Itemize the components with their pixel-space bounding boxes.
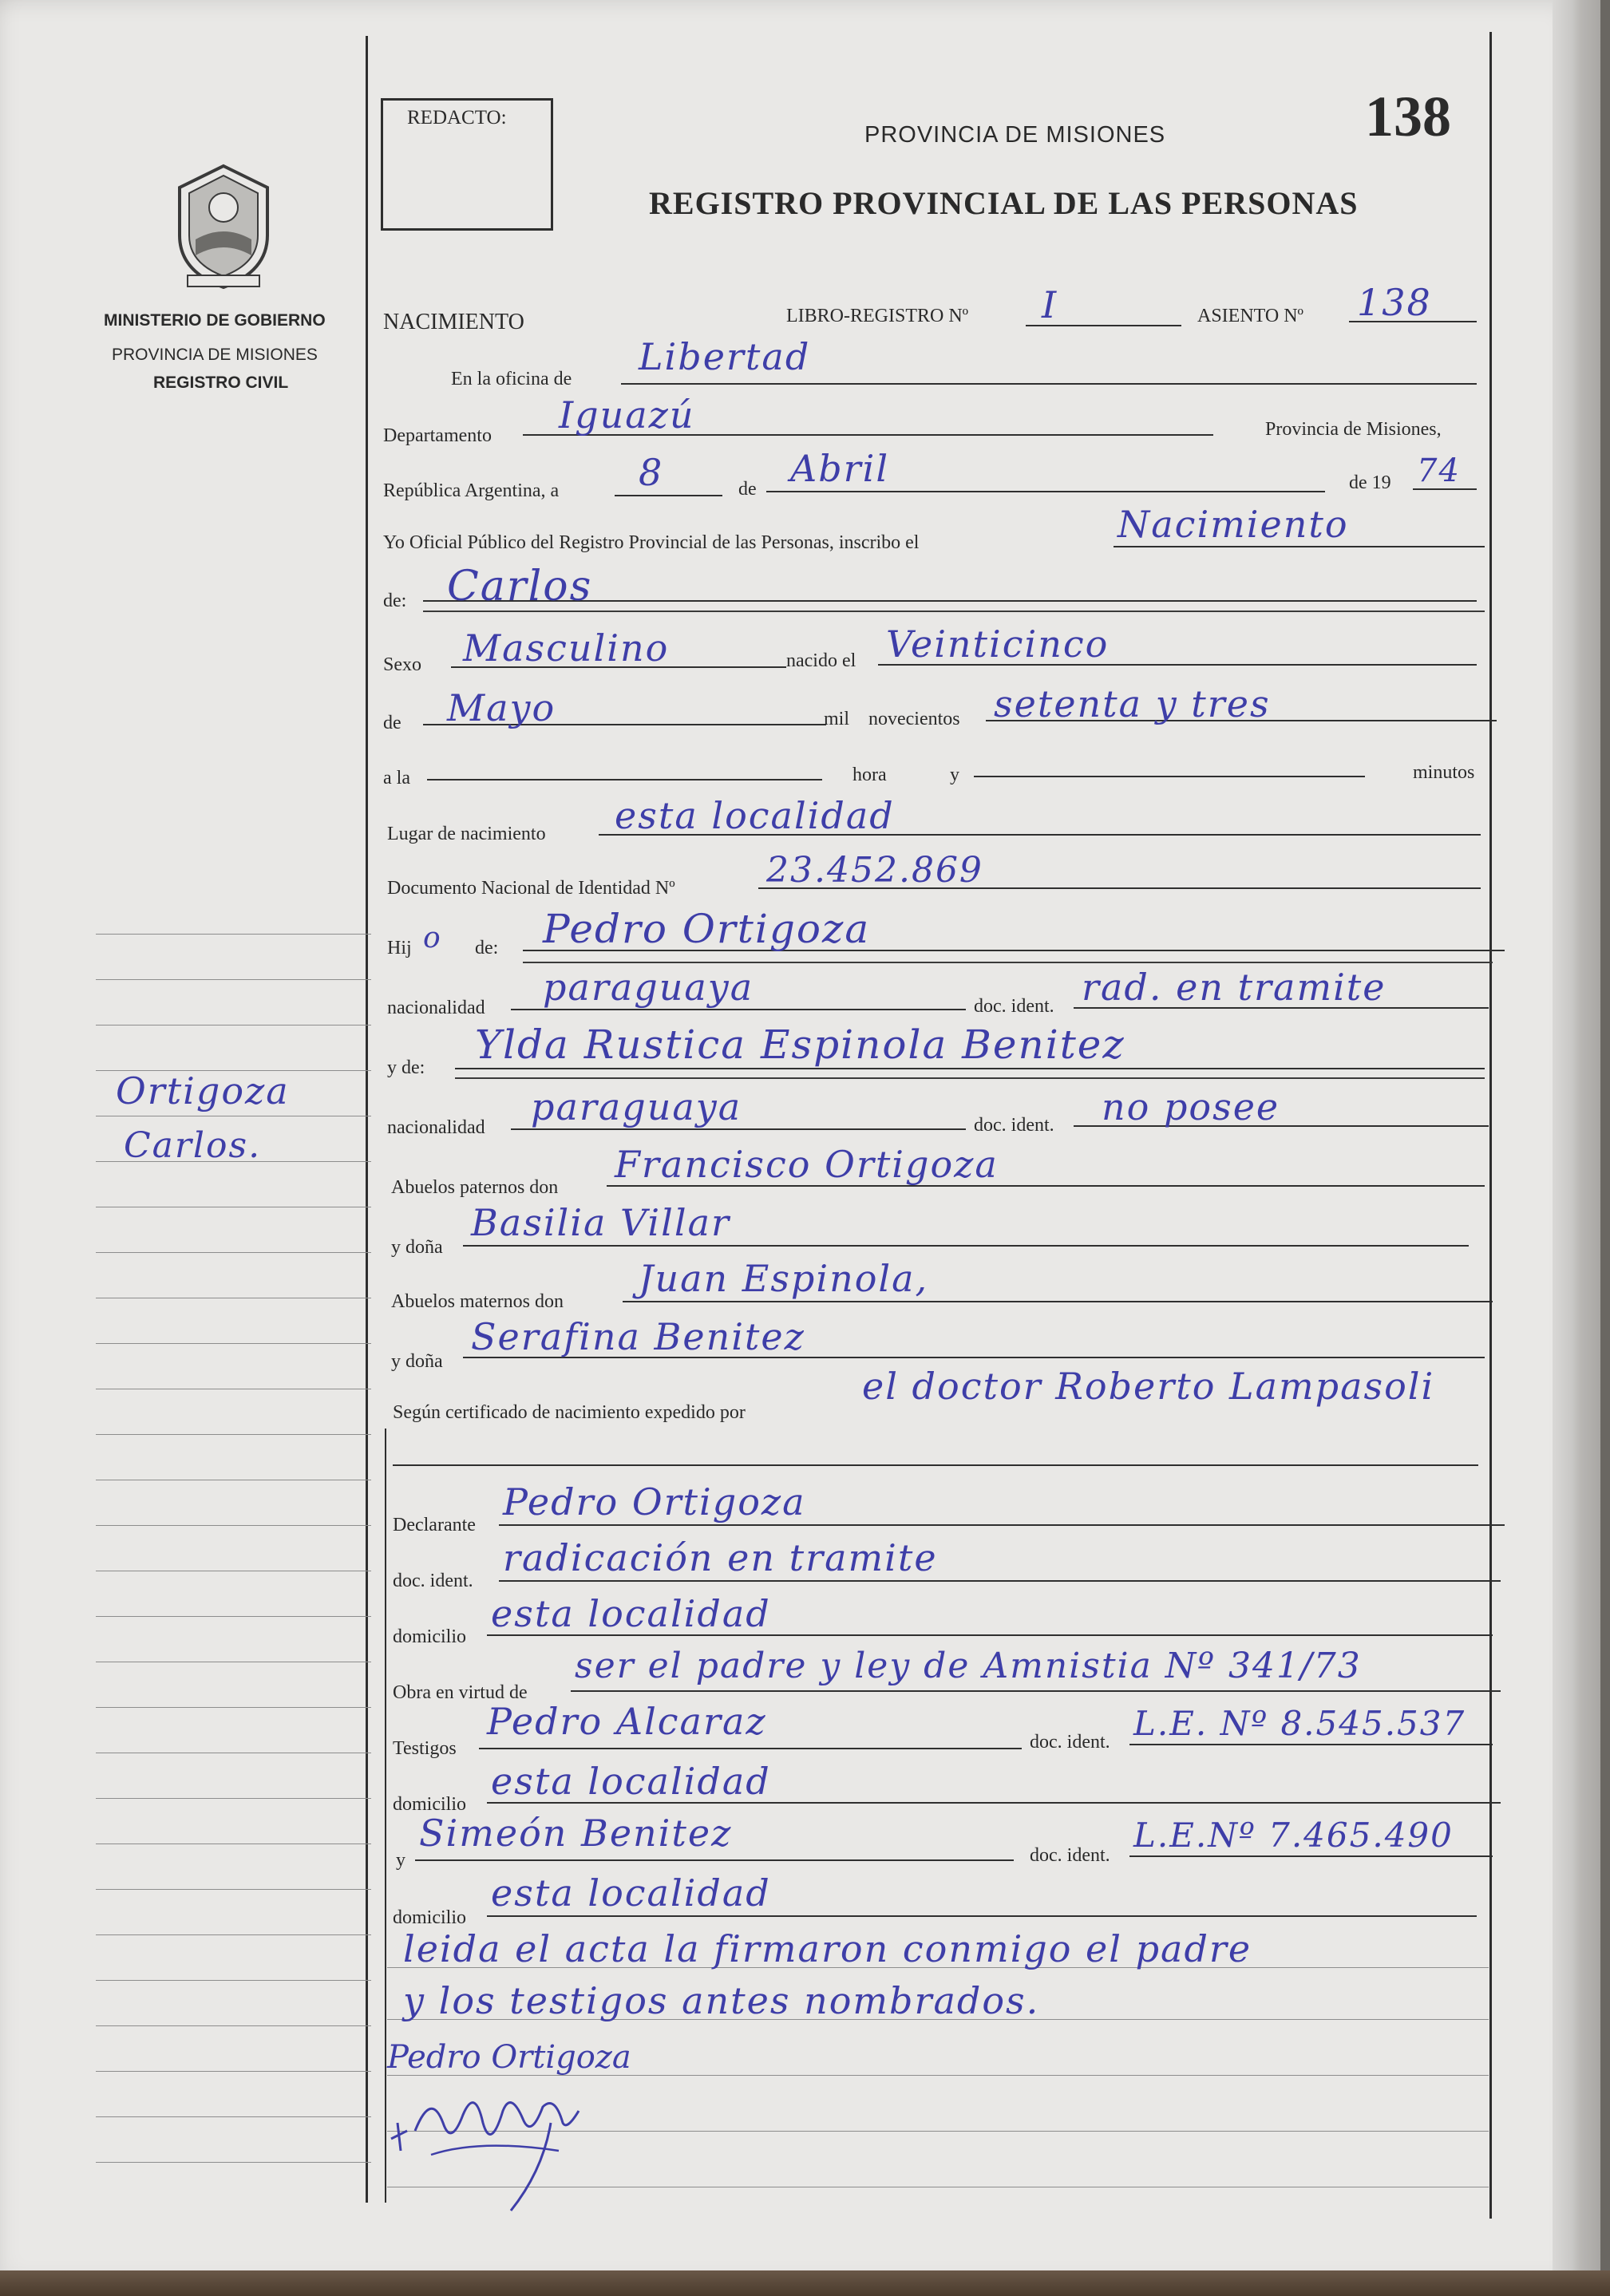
oficina-line — [621, 383, 1477, 385]
hijo-label: Hij — [387, 938, 412, 958]
inscribo-line — [1114, 546, 1485, 547]
departamento-label: Departamento — [383, 425, 492, 446]
obra-line — [571, 1690, 1501, 1692]
de-anio-label: de 19 — [1349, 472, 1391, 493]
abuelo-materno-value: Juan Espinola, — [639, 1257, 929, 1300]
testigo1-doc-label: doc. ident. — [1030, 1732, 1110, 1753]
margin-rule — [96, 2162, 371, 2163]
ministry-line2: PROVINCIA DE MISIONES — [112, 346, 318, 364]
y-hora-label: y — [950, 765, 959, 785]
redacto-box — [381, 98, 553, 231]
margin-note-name: Carlos. — [124, 1125, 262, 1166]
oficina-value: Libertad — [639, 335, 811, 378]
lugar-value: esta localidad — [615, 794, 895, 837]
asiento-value: 138 — [1357, 281, 1432, 324]
margin-rule — [96, 1343, 371, 1344]
nombre-line-double — [423, 611, 1485, 612]
margin-rule — [96, 1525, 371, 1526]
obra-label: Obra en virtud de — [393, 1682, 528, 1703]
testigos-label: Testigos — [393, 1738, 457, 1759]
abuelos-maternos-label: Abuelos maternos don — [391, 1291, 564, 1312]
segun-label: Según certificado de nacimiento expedido por — [393, 1402, 746, 1423]
padre-value: Pedro Ortigoza — [543, 906, 871, 952]
page-number: 138 — [1365, 85, 1451, 148]
padre-doc-label: doc. ident. — [974, 996, 1054, 1017]
madre-doc-value: no posee — [1102, 1085, 1280, 1128]
sexo-label: Sexo — [383, 654, 421, 675]
margin-note-surname: Ortigoza — [116, 1069, 290, 1112]
hora-label: hora — [852, 765, 887, 785]
madre-label: y de: — [387, 1057, 425, 1078]
official-signature-icon — [383, 2075, 655, 2223]
testigo2-domicilio-value: esta localidad — [491, 1871, 771, 1915]
hijo-suffix-value: o — [423, 922, 442, 954]
margin-rule — [96, 1434, 371, 1435]
right-margin-rule — [1489, 32, 1492, 2219]
mil-label: mil — [824, 709, 850, 729]
madre-doc-label: doc. ident. — [974, 1115, 1054, 1136]
madre-nacionalidad-value: paraguaya — [531, 1085, 742, 1128]
dni-value: 23.452.869 — [766, 850, 983, 891]
declarante-domicilio-value: esta localidad — [491, 1592, 771, 1635]
testigo1-domicilio-value: esta localidad — [491, 1760, 771, 1803]
padre-line-double — [523, 962, 1493, 963]
margin-rule — [96, 1707, 371, 1708]
ministry-line1: MINISTERIO DE GOBIERNO — [104, 311, 326, 330]
abuela-paterna-value: Basilia Villar — [471, 1201, 730, 1244]
margin-rule — [96, 1798, 371, 1799]
mes-value: Abril — [790, 447, 890, 490]
nacido-label: nacido el — [786, 650, 856, 671]
testigo2-value: Simeón Benitez — [419, 1812, 733, 1855]
testigo2-domicilio-line — [487, 1915, 1477, 1917]
closing-line1: leida el acta la firmaron conmigo el padre — [403, 1927, 1252, 1970]
madre-nacionalidad-label: nacionalidad — [387, 1117, 485, 1138]
lugar-label: Lugar de nacimiento — [387, 824, 546, 844]
madre-line — [455, 1068, 1485, 1069]
documento-label: Documento Nacional de Identidad Nº — [387, 878, 675, 899]
signature-declarante: Pedro Ortigoza — [387, 2039, 631, 2076]
province-heading: PROVINCIA DE MISIONES — [864, 122, 1166, 148]
padre-doc-value: rad. en tramite — [1082, 966, 1386, 1009]
obra-value: ser el padre y ley de Amnistia Nº 341/73 — [575, 1646, 1362, 1686]
a-la-label: a la — [383, 768, 410, 788]
minutos-line — [974, 776, 1365, 777]
anio-value: 74 — [1417, 452, 1461, 489]
table-surface — [0, 2270, 1610, 2296]
margin-rule — [96, 1252, 371, 1253]
margin-rule — [96, 1616, 371, 1617]
de-mayo-label: de — [383, 713, 402, 733]
abuela-materna-label: y doña — [391, 1351, 443, 1372]
oficina-label: En la oficina de — [451, 369, 572, 389]
page-edge — [1553, 0, 1600, 2296]
padre-nacionalidad-value: paraguaya — [543, 966, 754, 1009]
margin-rule — [96, 2116, 371, 2117]
testigo2-doc-line — [1129, 1855, 1493, 1857]
declarante-line — [499, 1524, 1505, 1526]
registry-title: REGISTRO PROVINCIAL DE LAS PERSONAS — [649, 185, 1359, 221]
padre-nacionalidad-line — [511, 1009, 966, 1010]
margin-rule — [96, 934, 371, 935]
testigo1-doc-line — [1129, 1744, 1493, 1745]
dia-value: 8 — [639, 451, 664, 494]
minutos-label: minutos — [1413, 762, 1475, 783]
nacimiento-label: NACIMIENTO — [383, 310, 524, 334]
margin-rule — [96, 1889, 371, 1890]
sexo-value: Masculino — [463, 626, 670, 670]
abuela-paterna-line — [463, 1245, 1469, 1247]
departamento-value: Iguazú — [559, 393, 695, 437]
madre-value: Ylda Rustica Espinola Benitez — [475, 1022, 1125, 1068]
abuela-materna-value: Serafina Benitez — [471, 1315, 805, 1358]
certificado-value: el doctor Roberto Lampasoli — [862, 1365, 1435, 1408]
left-margin-rule — [366, 36, 368, 2203]
declarante-doc-value: radicación en tramite — [503, 1536, 938, 1579]
mes-line — [766, 491, 1325, 492]
abuelo-materno-line — [623, 1301, 1493, 1302]
de-mes-label: de — [738, 479, 757, 500]
libro-value: I — [1042, 283, 1058, 326]
nombre-de-label: de: — [383, 591, 407, 611]
declarante-value: Pedro Ortigoza — [503, 1480, 806, 1523]
testigo2-domicilio-label: domicilio — [393, 1907, 466, 1928]
madre-nacionalidad-line — [511, 1128, 966, 1130]
misiones-emblem-icon — [164, 160, 283, 299]
testigo1-domicilio-label: domicilio — [393, 1794, 466, 1815]
provincia-label: Provincia de Misiones, — [1265, 419, 1442, 440]
novecientos-value: setenta y tres — [994, 682, 1271, 725]
declarante-doc-line — [499, 1580, 1501, 1582]
novecientos-label: novecientos — [868, 709, 960, 729]
ministry-line3: REGISTRO CIVIL — [153, 373, 289, 392]
padre-nacionalidad-label: nacionalidad — [387, 998, 485, 1018]
nombre-value: Carlos — [447, 563, 593, 611]
abuelo-paterno-value: Francisco Ortigoza — [615, 1143, 999, 1186]
testigo1-value: Pedro Alcaraz — [487, 1700, 767, 1743]
testigo2-line — [415, 1859, 1014, 1861]
margin-rule — [96, 2071, 371, 2072]
inscribo-value: Nacimiento — [1118, 503, 1349, 546]
testigo2-y-label: y — [396, 1850, 405, 1871]
testigo1-line — [479, 1748, 1022, 1749]
declarante-label: Declarante — [393, 1515, 476, 1535]
hora-line — [427, 779, 822, 780]
testigo1-doc-value: L.E. Nº 8.545.537 — [1133, 1704, 1466, 1743]
margin-rule — [96, 979, 371, 980]
nacido-mes-value: Mayo — [447, 686, 556, 729]
madre-line-double — [455, 1077, 1485, 1079]
declarante-doc-label: doc. ident. — [393, 1571, 473, 1591]
declarante-domicilio-label: domicilio — [393, 1626, 466, 1647]
dia-line — [615, 495, 722, 496]
yo-oficial-label: Yo Oficial Público del Registro Provincial de las Personas, inscribo el — [383, 532, 920, 553]
abuelos-paternos-label: Abuelos paternos don — [391, 1177, 559, 1198]
nacido-dia-value: Veinticinco — [886, 622, 1110, 666]
libro-label: LIBRO-REGISTRO Nº — [786, 306, 969, 326]
abuela-paterna-label: y doña — [391, 1237, 443, 1258]
redacto-label: REDACTO: — [407, 107, 507, 128]
certificado-line — [393, 1464, 1478, 1466]
hijo-de-label: de: — [475, 938, 499, 958]
margin-rule — [96, 2025, 371, 2026]
margin-rule — [96, 1934, 371, 1935]
testigo2-doc-label: doc. ident. — [1030, 1845, 1110, 1866]
testigo2-doc-value: L.E.Nº 7.465.490 — [1133, 1816, 1454, 1855]
margin-rule — [96, 1980, 371, 1981]
asiento-label: ASIENTO Nº — [1197, 306, 1303, 326]
closing-line2: y los testigos antes nombrados. — [403, 1979, 1040, 2022]
republica-label: República Argentina, a — [383, 480, 560, 501]
